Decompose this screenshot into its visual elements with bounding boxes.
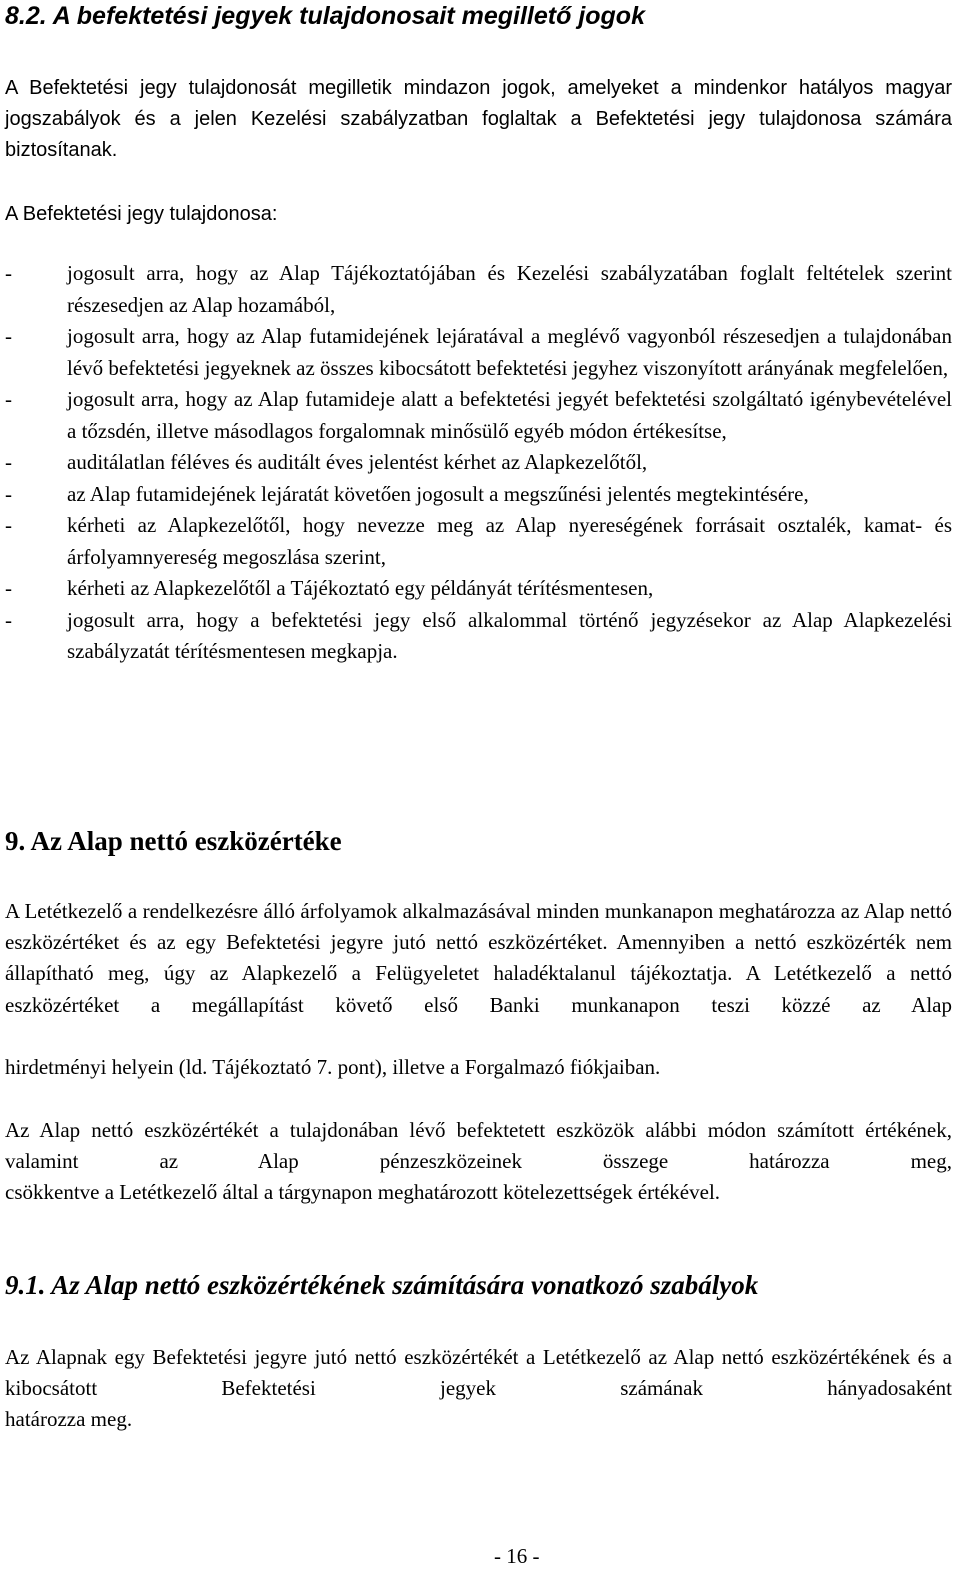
right-text: auditálatlan féléves és auditált éves jelentést kérhet az Alapkezelőtől, <box>67 450 648 474</box>
list-item <box>5 605 952 668</box>
section-heading-8-2: 8.2. A befektetési jegyek tulajdonosait megillető jogok <box>5 2 645 30</box>
list-item <box>5 321 952 384</box>
list-item <box>5 447 952 479</box>
right-text: jogosult arra, hogy a befektetési jegy első alkalommal történő jegyzésekor az Alap Alapkezelési szabályzatát térítésmentesen megkapja. <box>67 607 952 663</box>
intro-paragraph: A Befektetési jegy tulajdonosát megilletik mindazon jogok, amelyeket a mindenkor hatályos magyar jogszabályok és a jelen Kezelési szabályzatban foglaltak a Befektetési jegy tulajdonosa számára biztosítanak. <box>5 77 952 161</box>
list-item <box>5 510 952 573</box>
rights-list <box>5 258 952 668</box>
bullet-dash: - <box>5 481 12 506</box>
nav-paragraph-1-last-line: hirdetményi helyein (ld. Tájékoztató 7. pont), illetve a Forgalmazó fiókjaiban. <box>5 1055 661 1079</box>
bullet-dash: - <box>5 387 12 411</box>
right-text: jogosult arra, hogy az Alap Tájékoztatójában és Kezelési szabályzatában foglalt feltételek szerint részesedjen az Alap hozamából, <box>67 261 952 317</box>
list-item <box>5 573 952 605</box>
nav-paragraph-2: Az Alap nettó eszközértékét a tulajdonában lévő befektetett eszközök alábbi módon számított értékének, valamint az Alap pénzeszközeinek összege határozza meg, <box>5 1118 952 1174</box>
holder-label: A Befektetési jegy tulajdonosa: <box>5 203 278 225</box>
bullet-dash: - <box>5 513 12 537</box>
right-text: az Alap futamidejének lejáratát követően jogosult a megszűnési jelentés megtekintésére, <box>67 481 809 506</box>
bullet-dash: - <box>5 576 12 600</box>
calculation-paragraph-last-line: határozza meg. <box>5 1407 133 1431</box>
section-heading-9-1: 9.1. Az Alap nettó eszközértékének számítására vonatkozó szabályok <box>5 1270 759 1300</box>
nav-paragraph-1: A Letétkezelő a rendelkezésre álló árfolyamok alkalmazásával minden munkanapon meghatározza az Alap nettó eszközértéket és az egy Befektetési jegyre jutó nettó eszközértéket. Amennyiben a nettó eszközérték nem állapítható meg, úgy az Alapkezelő a Felügyeletet haladéktalanul tájékoztatja. A Letétkezelő a nettó eszközértéket a megállapítást követő első Banki munkanapon teszi közzé az Alap <box>5 899 952 1017</box>
list-item <box>5 479 952 511</box>
section-heading-9: 9. Az Alap nettó eszközértéke <box>5 826 342 856</box>
nav-paragraph-2-last-line: csökkentve a Letétkezelő által a tárgynapon meghatározott kötelezettségek értékével. <box>5 1180 721 1204</box>
calculation-paragraph: Az Alapnak egy Befektetési jegyre jutó nettó eszközértékét a Letétkezelő az Alap nettó eszközértékének és a kibocsátott Befektetési jegyek számának hányadosaként <box>5 1345 952 1401</box>
page-number: - 16 - <box>494 1544 540 1568</box>
right-text: jogosult arra, hogy az Alap futamidejének lejáratával a meglévő vagyonból részesedjen a tulajdonában lévő befektetési jegyeknek az összes kibocsátott befektetési jegyhez viszonyított arányának megfelelően, <box>67 324 952 380</box>
bullet-dash: - <box>5 607 12 632</box>
list-item <box>5 258 952 321</box>
bullet-dash: - <box>5 324 12 348</box>
bullet-dash: - <box>5 261 12 285</box>
right-text: kérheti az Alapkezelőtől, hogy nevezze meg az Alap nyereségének forrásait osztalék, kamat- és árfolyamnyereség megoszlása szerint, <box>67 513 952 569</box>
bullet-dash: - <box>5 450 12 474</box>
right-text: kérheti az Alapkezelőtől a Tájékoztató egy példányát térítésmentesen, <box>67 576 654 600</box>
list-item <box>5 384 952 447</box>
right-text: jogosult arra, hogy az Alap futamideje alatt a befektetési jegyét befektetési szolgáltató igénybevételével a tőzsdén, illetve másodlagos forgalomnak minősülő egyéb módon értékesítse, <box>67 387 952 443</box>
